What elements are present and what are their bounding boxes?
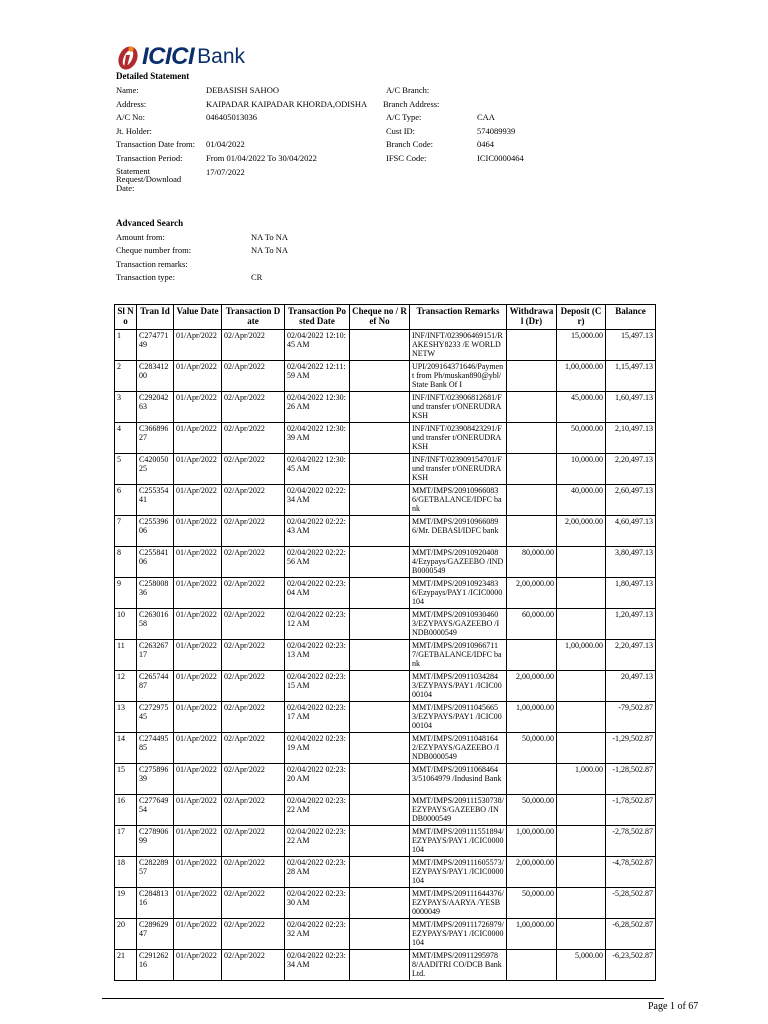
- cell-cheque-ref: [350, 609, 410, 640]
- ac-no-label: A/C No:: [116, 112, 146, 123]
- cell-balance: -4,78,502.87: [606, 857, 656, 888]
- cell-deposit: [557, 671, 606, 702]
- cell-deposit: 40,000.00: [557, 485, 606, 516]
- cell-cheque-ref: [350, 423, 410, 454]
- cell-remarks: INF/INFT/023909154701/Fund transfer t/ONERUDRAKSH: [410, 454, 507, 485]
- cell-posted-date: 02/04/2022 12:30:45 AM: [285, 454, 350, 485]
- cell-withdrawal: [507, 764, 557, 795]
- cell-sl-no: 11: [115, 640, 137, 671]
- cell-tran-id: C42005025: [137, 454, 174, 485]
- cell-remarks: MMT/IMPS/209110456653/EZYPAYS/PAY1 /ICIC0000104: [410, 702, 507, 733]
- cell-withdrawal: 60,000.00: [507, 609, 557, 640]
- cell-remarks: MMT/IMPS/209111530738/EZYPAYS/GAZEEBO /INDB0000549: [410, 795, 507, 826]
- cell-sl-no: 19: [115, 888, 137, 919]
- cell-cheque-ref: [350, 764, 410, 795]
- cell-posted-date: 02/04/2022 12:11:59 AM: [285, 361, 350, 392]
- advanced-search-title: Advanced Search: [116, 218, 184, 228]
- cell-remarks: MMT/IMPS/209110342843/EZYPAYS/PAY1 /ICIC0000104: [410, 671, 507, 702]
- table-header-row: [115, 305, 656, 330]
- cell-deposit: [557, 733, 606, 764]
- cell-withdrawal: 1,00,000.00: [507, 702, 557, 733]
- cell-transaction-date: 02/Apr/2022: [222, 702, 285, 733]
- header-remarks: Transaction Remarks: [410, 305, 507, 330]
- cell-transaction-date: 02/Apr/2022: [222, 826, 285, 857]
- cell-cheque-ref: [350, 578, 410, 609]
- ac-type-value: CAA: [477, 112, 495, 123]
- cell-value-date: 01/Apr/2022: [174, 640, 222, 671]
- cell-posted-date: 02/04/2022 02:23:17 AM: [285, 702, 350, 733]
- cell-withdrawal: 1,00,000.00: [507, 826, 557, 857]
- cell-posted-date: 02/04/2022 02:23:22 AM: [285, 826, 350, 857]
- cell-sl-no: 21: [115, 950, 137, 981]
- cell-value-date: 01/Apr/2022: [174, 826, 222, 857]
- jt-holder-label: Jt. Holder:: [116, 125, 152, 136]
- cell-transaction-date: 02/Apr/2022: [222, 795, 285, 826]
- table-row: [115, 888, 656, 919]
- cell-remarks: MMT/IMPS/209109234836/Ezypays/PAY1 /ICIC0000104: [410, 578, 507, 609]
- cheque-from-label: Cheque number from:: [116, 245, 192, 256]
- cell-withdrawal: 2,00,000.00: [507, 671, 557, 702]
- cell-tran-id: C27890699: [137, 826, 174, 857]
- cell-posted-date: 02/04/2022 02:23:19 AM: [285, 733, 350, 764]
- table-row: [115, 392, 656, 423]
- date-from-label: Transaction Date from:: [116, 139, 196, 150]
- cell-withdrawal: [507, 392, 557, 423]
- table-row: [115, 485, 656, 516]
- cell-withdrawal: 50,000.00: [507, 888, 557, 919]
- cell-sl-no: 16: [115, 795, 137, 826]
- header-sl-no: Sl No: [115, 305, 137, 330]
- cell-remarks: MMT/IMPS/209111551894/EZYPAYS/PAY1 /ICIC0000104: [410, 826, 507, 857]
- cell-cheque-ref: [350, 454, 410, 485]
- cell-value-date: 01/Apr/2022: [174, 671, 222, 702]
- cell-withdrawal: [507, 361, 557, 392]
- cell-transaction-date: 02/Apr/2022: [222, 764, 285, 795]
- cell-sl-no: 13: [115, 702, 137, 733]
- cell-remarks: MMT/IMPS/209110481642/EZYPAYS/GAZEEBO /INDB0000549: [410, 733, 507, 764]
- table-row: [115, 578, 656, 609]
- cell-tran-id: C27589639: [137, 764, 174, 795]
- cell-balance: -2,78,502.87: [606, 826, 656, 857]
- cell-transaction-date: 02/Apr/2022: [222, 516, 285, 547]
- address-value: KAIPADAR KAIPADAR KHORDA,ODISHA: [206, 98, 368, 109]
- cell-posted-date: 02/04/2022 02:23:34 AM: [285, 950, 350, 981]
- cell-transaction-date: 02/Apr/2022: [222, 454, 285, 485]
- cell-withdrawal: 50,000.00: [507, 795, 557, 826]
- branch-address-label: Branch Address:: [383, 98, 440, 109]
- cell-sl-no: 1: [115, 330, 137, 361]
- cell-remarks: MMT/IMPS/209111726979/EZYPAYS/PAY1 /ICIC0000104: [410, 919, 507, 950]
- cell-withdrawal: [507, 640, 557, 671]
- cell-deposit: [557, 888, 606, 919]
- cell-remarks: MMT/IMPS/209111644376/EZYPAYS/AARYA /YESB0000049: [410, 888, 507, 919]
- date-from-value: 01/04/2022: [206, 139, 245, 150]
- cell-transaction-date: 02/Apr/2022: [222, 485, 285, 516]
- cell-balance: 1,80,497.13: [606, 578, 656, 609]
- table-row: [115, 733, 656, 764]
- cust-id-label: Cust ID:: [386, 125, 416, 136]
- cell-tran-id: C26301658: [137, 609, 174, 640]
- statement-title: Detailed Statement: [116, 71, 190, 81]
- cell-sl-no: 10: [115, 609, 137, 640]
- transactions-table: [114, 304, 656, 981]
- header-cheque-ref: Cheque no / Ref No: [350, 305, 410, 330]
- cell-value-date: 01/Apr/2022: [174, 392, 222, 423]
- cell-remarks: MMT/IMPS/209109304603/EZYPAYS/GAZEEBO /INDB0000549: [410, 609, 507, 640]
- cell-transaction-date: 02/Apr/2022: [222, 423, 285, 454]
- cell-deposit: 15,000.00: [557, 330, 606, 361]
- cell-cheque-ref: [350, 392, 410, 423]
- period-value: From 01/04/2022 To 30/04/2022: [206, 152, 317, 163]
- cell-deposit: 2,00,000.00: [557, 516, 606, 547]
- cell-remarks: INF/INFT/023906469151/RAKESHY8233 /E WORLD NETW: [410, 330, 507, 361]
- cell-value-date: 01/Apr/2022: [174, 857, 222, 888]
- table-row: [115, 423, 656, 454]
- table-row: [115, 764, 656, 795]
- header-posted-date: Transaction Posted Date: [285, 305, 350, 330]
- cell-remarks: INF/INFT/023906812681/Fund transfer t/ONERUDRAKSH: [410, 392, 507, 423]
- cell-sl-no: 4: [115, 423, 137, 454]
- cell-tran-id: C27297545: [137, 702, 174, 733]
- table-row: [115, 702, 656, 733]
- cell-remarks: MMT/IMPS/209109660896/Mr. DEBASI/IDFC bank: [410, 516, 507, 547]
- cell-tran-id: C25800836: [137, 578, 174, 609]
- cell-deposit: 1,00,000.00: [557, 640, 606, 671]
- cell-value-date: 01/Apr/2022: [174, 547, 222, 578]
- cell-withdrawal: [507, 485, 557, 516]
- period-label: Transaction Period:: [116, 152, 183, 163]
- cell-balance: 2,10,497.13: [606, 423, 656, 454]
- name-value: DEBASISH SAHOO: [206, 85, 279, 95]
- cell-remarks: MMT/IMPS/209109667117/GETBALANCE/IDFC bank: [410, 640, 507, 671]
- cell-withdrawal: [507, 516, 557, 547]
- cell-cheque-ref: [350, 671, 410, 702]
- cell-deposit: [557, 795, 606, 826]
- cell-transaction-date: 02/Apr/2022: [222, 392, 285, 423]
- page-number: Page 1 of 67: [648, 1001, 699, 1012]
- amount-from-value: NA To NA: [251, 232, 289, 242]
- table-row: [115, 919, 656, 950]
- cell-transaction-date: 02/Apr/2022: [222, 733, 285, 764]
- cell-withdrawal: 50,000.00: [507, 733, 557, 764]
- cell-transaction-date: 02/Apr/2022: [222, 640, 285, 671]
- cell-transaction-date: 02/Apr/2022: [222, 609, 285, 640]
- cell-value-date: 01/Apr/2022: [174, 795, 222, 826]
- table-row: [115, 330, 656, 361]
- cell-deposit: [557, 578, 606, 609]
- cell-value-date: 01/Apr/2022: [174, 330, 222, 361]
- cell-sl-no: 6: [115, 485, 137, 516]
- request-date-label: Statement Request/Download Date:: [116, 165, 182, 193]
- header-tran-id: Tran Id: [137, 305, 174, 330]
- request-date-value: 17/07/2022: [206, 166, 245, 177]
- table-row: [115, 826, 656, 857]
- cell-value-date: 01/Apr/2022: [174, 516, 222, 547]
- cell-sl-no: 15: [115, 764, 137, 795]
- table-row: [115, 454, 656, 485]
- ac-no-value: 046405013036: [206, 112, 257, 123]
- cell-cheque-ref: [350, 733, 410, 764]
- cell-tran-id: C29204263: [137, 392, 174, 423]
- cell-transaction-date: 02/Apr/2022: [222, 547, 285, 578]
- bank-brand: ICICI: [142, 43, 195, 70]
- cell-remarks: INF/INFT/023908423291/Fund transfer t/ONERUDRAKSH: [410, 423, 507, 454]
- cell-posted-date: 02/04/2022 02:23:20 AM: [285, 764, 350, 795]
- cell-tran-id: C28481316: [137, 888, 174, 919]
- cell-cheque-ref: [350, 950, 410, 981]
- cell-cheque-ref: [350, 361, 410, 392]
- cell-posted-date: 02/04/2022 02:22:56 AM: [285, 547, 350, 578]
- cell-cheque-ref: [350, 888, 410, 919]
- cell-transaction-date: 02/Apr/2022: [222, 950, 285, 981]
- cell-value-date: 01/Apr/2022: [174, 361, 222, 392]
- cheque-from-value: NA To NA: [251, 245, 289, 256]
- cell-cheque-ref: [350, 485, 410, 516]
- icici-logo: [116, 42, 245, 72]
- header-balance: Balance: [606, 305, 656, 330]
- cell-transaction-date: 02/Apr/2022: [222, 919, 285, 950]
- cell-posted-date: 02/04/2022 02:22:43 AM: [285, 516, 350, 547]
- address-label: Address:: [116, 98, 147, 109]
- header-withdrawal: Withdrawal (Dr): [507, 305, 557, 330]
- cell-value-date: 01/Apr/2022: [174, 888, 222, 919]
- cell-value-date: 01/Apr/2022: [174, 423, 222, 454]
- cell-cheque-ref: [350, 826, 410, 857]
- cell-tran-id: C28228957: [137, 857, 174, 888]
- cell-value-date: 01/Apr/2022: [174, 578, 222, 609]
- cell-deposit: 45,000.00: [557, 392, 606, 423]
- cell-posted-date: 02/04/2022 02:22:34 AM: [285, 485, 350, 516]
- cell-remarks: MMT/IMPS/209112959788/AADITRI CO/DCB Bank Ltd.: [410, 950, 507, 981]
- cell-sl-no: 14: [115, 733, 137, 764]
- cell-balance: 15,497.13: [606, 330, 656, 361]
- cell-deposit: 50,000.00: [557, 423, 606, 454]
- cell-withdrawal: [507, 454, 557, 485]
- remarks-label: Transaction remarks:: [116, 258, 188, 269]
- cell-deposit: [557, 826, 606, 857]
- cell-sl-no: 5: [115, 454, 137, 485]
- cell-balance: -6,28,502.87: [606, 919, 656, 950]
- cell-value-date: 01/Apr/2022: [174, 733, 222, 764]
- txn-type-value: CR: [251, 272, 263, 283]
- cell-balance: -5,28,502.87: [606, 888, 656, 919]
- cell-withdrawal: [507, 330, 557, 361]
- cell-sl-no: 2: [115, 361, 137, 392]
- bank-name: Bank: [197, 45, 246, 68]
- cell-remarks: MMT/IMPS/209110684643/51064979 /Indusind Bank: [410, 764, 507, 795]
- cell-tran-id: C29126216: [137, 950, 174, 981]
- cell-cheque-ref: [350, 547, 410, 578]
- cell-cheque-ref: [350, 919, 410, 950]
- cell-value-date: 01/Apr/2022: [174, 919, 222, 950]
- cell-deposit: 1,000.00: [557, 764, 606, 795]
- cell-posted-date: 02/04/2022 02:23:15 AM: [285, 671, 350, 702]
- cell-tran-id: C26574487: [137, 671, 174, 702]
- name-label: Name:: [116, 85, 139, 95]
- cell-withdrawal: 1,00,000.00: [507, 919, 557, 950]
- cell-cheque-ref: [350, 516, 410, 547]
- table-row: [115, 516, 656, 547]
- cell-transaction-date: 02/Apr/2022: [222, 857, 285, 888]
- cell-balance: -1,29,502.87: [606, 733, 656, 764]
- cell-deposit: [557, 919, 606, 950]
- cell-value-date: 01/Apr/2022: [174, 454, 222, 485]
- cell-withdrawal: 2,00,000.00: [507, 857, 557, 888]
- cell-tran-id: C36689627: [137, 423, 174, 454]
- cell-balance: -1,28,502.87: [606, 764, 656, 795]
- cell-tran-id: C27764954: [137, 795, 174, 826]
- cell-posted-date: 02/04/2022 12:30:26 AM: [285, 392, 350, 423]
- table-row: [115, 547, 656, 578]
- cell-value-date: 01/Apr/2022: [174, 702, 222, 733]
- cell-sl-no: 8: [115, 547, 137, 578]
- cell-balance: 1,60,497.13: [606, 392, 656, 423]
- cell-posted-date: 02/04/2022 02:23:12 AM: [285, 609, 350, 640]
- cell-sl-no: 3: [115, 392, 137, 423]
- cell-tran-id: C25584106: [137, 547, 174, 578]
- cell-tran-id: C26326717: [137, 640, 174, 671]
- txn-type-label: Transaction type:: [116, 272, 175, 283]
- table-row: [115, 640, 656, 671]
- cell-transaction-date: 02/Apr/2022: [222, 671, 285, 702]
- cell-tran-id: C28341200: [137, 361, 174, 392]
- table-row: [115, 795, 656, 826]
- cell-deposit: 1,00,000.00: [557, 361, 606, 392]
- cell-balance: 1,15,497.13: [606, 361, 656, 392]
- table-row: [115, 361, 656, 392]
- cell-sl-no: 9: [115, 578, 137, 609]
- cell-posted-date: 02/04/2022 12:30:39 AM: [285, 423, 350, 454]
- cell-tran-id: C25535441: [137, 485, 174, 516]
- cell-sl-no: 20: [115, 919, 137, 950]
- cell-value-date: 01/Apr/2022: [174, 764, 222, 795]
- header-transaction-date: Transaction Date: [222, 305, 285, 330]
- ac-type-label: A/C Type:: [386, 112, 422, 123]
- cell-balance: 4,60,497.13: [606, 516, 656, 547]
- cell-posted-date: 02/04/2022 02:23:30 AM: [285, 888, 350, 919]
- cell-remarks: MMT/IMPS/209109204084/Ezypays/GAZEEBO /INDB0000549: [410, 547, 507, 578]
- branch-code-label: Branch Code:: [386, 139, 433, 150]
- cell-remarks: MMT/IMPS/209109660836/GETBALANCE/IDFC bank: [410, 485, 507, 516]
- cell-remarks: MMT/IMPS/209111605573/EZYPAYS/PAY1 /ICIC0000104: [410, 857, 507, 888]
- table-row: [115, 609, 656, 640]
- table-body: [115, 330, 656, 981]
- cell-transaction-date: 02/Apr/2022: [222, 330, 285, 361]
- cell-posted-date: 02/04/2022 02:23:13 AM: [285, 640, 350, 671]
- cell-tran-id: C25539606: [137, 516, 174, 547]
- amount-from-label: Amount from:: [116, 232, 165, 242]
- cell-remarks: UPI/209164371646/Payment from Ph/muskan890@ybl/State Bank Of I: [410, 361, 507, 392]
- header-value-date: Value Date: [174, 305, 222, 330]
- cell-posted-date: 02/04/2022 02:23:32 AM: [285, 919, 350, 950]
- cell-balance: 3,80,497.13: [606, 547, 656, 578]
- cell-sl-no: 12: [115, 671, 137, 702]
- cell-sl-no: 7: [115, 516, 137, 547]
- cell-posted-date: 02/04/2022 02:23:28 AM: [285, 857, 350, 888]
- cell-deposit: 5,000.00: [557, 950, 606, 981]
- cell-posted-date: 02/04/2022 02:23:04 AM: [285, 578, 350, 609]
- cell-transaction-date: 02/Apr/2022: [222, 888, 285, 919]
- cell-balance: -79,502.87: [606, 702, 656, 733]
- footer-divider: [102, 998, 664, 999]
- cell-balance: 1,20,497.13: [606, 609, 656, 640]
- cell-balance: 20,497.13: [606, 671, 656, 702]
- cell-balance: 2,60,497.13: [606, 485, 656, 516]
- cell-cheque-ref: [350, 640, 410, 671]
- ifsc-value: ICIC0000464: [477, 152, 524, 163]
- cell-withdrawal: [507, 950, 557, 981]
- cust-id-value: 574089939: [477, 125, 516, 136]
- table-row: [115, 671, 656, 702]
- cell-balance: 2,20,497.13: [606, 454, 656, 485]
- cell-deposit: 10,000.00: [557, 454, 606, 485]
- cell-sl-no: 18: [115, 857, 137, 888]
- cell-tran-id: C28962947: [137, 919, 174, 950]
- cell-cheque-ref: [350, 857, 410, 888]
- cell-deposit: [557, 702, 606, 733]
- cell-cheque-ref: [350, 330, 410, 361]
- cell-sl-no: 17: [115, 826, 137, 857]
- cell-transaction-date: 02/Apr/2022: [222, 361, 285, 392]
- cell-value-date: 01/Apr/2022: [174, 950, 222, 981]
- table-row: [115, 950, 656, 981]
- cell-tran-id: C27449585: [137, 733, 174, 764]
- ac-branch-label: A/C Branch:: [386, 85, 430, 95]
- header-deposit: Deposit (Cr): [557, 305, 606, 330]
- cell-withdrawal: 80,000.00: [507, 547, 557, 578]
- cell-cheque-ref: [350, 795, 410, 826]
- cell-value-date: 01/Apr/2022: [174, 485, 222, 516]
- branch-code-value: 0464: [477, 139, 494, 150]
- icici-emblem-icon: [116, 43, 140, 71]
- cell-withdrawal: [507, 423, 557, 454]
- table-row: [115, 857, 656, 888]
- cell-posted-date: 02/04/2022 02:23:22 AM: [285, 795, 350, 826]
- cell-cheque-ref: [350, 702, 410, 733]
- cell-value-date: 01/Apr/2022: [174, 609, 222, 640]
- cell-balance: -6,23,502.87: [606, 950, 656, 981]
- cell-transaction-date: 02/Apr/2022: [222, 578, 285, 609]
- cell-posted-date: 02/04/2022 12:10:45 AM: [285, 330, 350, 361]
- cell-deposit: [557, 609, 606, 640]
- cell-withdrawal: 2,00,000.00: [507, 578, 557, 609]
- ifsc-label: IFSC Code:: [386, 152, 427, 163]
- cell-deposit: [557, 547, 606, 578]
- cell-balance: 2,20,497.13: [606, 640, 656, 671]
- cell-tran-id: C27477149: [137, 330, 174, 361]
- cell-balance: -1,78,502.87: [606, 795, 656, 826]
- cell-deposit: [557, 857, 606, 888]
